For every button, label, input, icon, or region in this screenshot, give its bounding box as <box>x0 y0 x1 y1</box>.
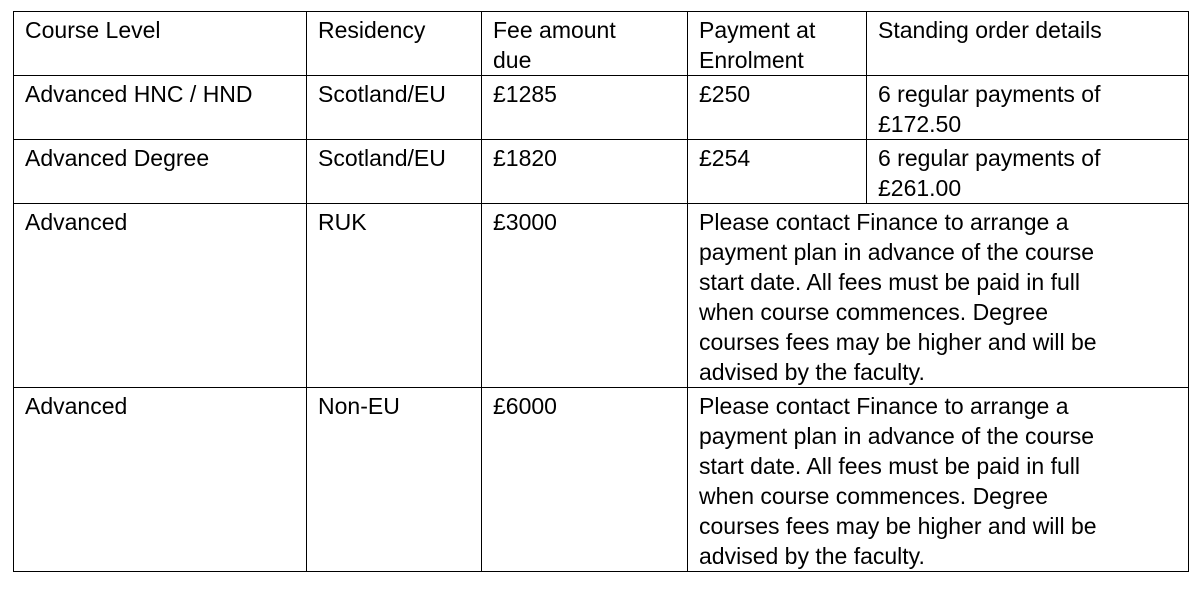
cell-residency: Scotland/EU <box>307 76 482 140</box>
cell-course-level: Advanced <box>14 388 307 572</box>
fee-table <box>13 11 1189 572</box>
cell-course-level: Advanced <box>14 204 307 388</box>
header-payment-at-enrolment: Payment at Enrolment <box>688 12 867 76</box>
header-course-level: Course Level <box>14 12 307 76</box>
table-row <box>14 204 1189 388</box>
cell-fee-amount: £1820 <box>482 140 688 204</box>
table-row <box>14 388 1189 572</box>
cell-residency: Non-EU <box>307 388 482 572</box>
table-header-row <box>14 12 1189 76</box>
header-standing-order: Standing order details <box>867 12 1189 76</box>
cell-fee-amount: £6000 <box>482 388 688 572</box>
cell-payment-note: Please contact Finance to arrange a payment plan in advance of the course start date. All fees must be paid in full when course commences. Degree courses fees may be higher and will be advised by the faculty. <box>688 204 1189 388</box>
header-residency: Residency <box>307 12 482 76</box>
cell-payment-at-enrolment: £250 <box>688 76 867 140</box>
cell-payment-at-enrolment: £254 <box>688 140 867 204</box>
cell-payment-note: Please contact Finance to arrange a payment plan in advance of the course start date. All fees must be paid in full when course commences. Degree courses fees may be higher and will be advised by the faculty. <box>688 388 1189 572</box>
cell-course-level: Advanced HNC / HND <box>14 76 307 140</box>
cell-fee-amount: £3000 <box>482 204 688 388</box>
cell-residency: RUK <box>307 204 482 388</box>
cell-residency: Scotland/EU <box>307 140 482 204</box>
cell-standing-order: 6 regular payments of £172.50 <box>867 76 1189 140</box>
cell-course-level: Advanced Degree <box>14 140 307 204</box>
table-row <box>14 76 1189 140</box>
table-row <box>14 140 1189 204</box>
header-fee-amount: Fee amount due <box>482 12 688 76</box>
cell-standing-order: 6 regular payments of £261.00 <box>867 140 1189 204</box>
cell-fee-amount: £1285 <box>482 76 688 140</box>
